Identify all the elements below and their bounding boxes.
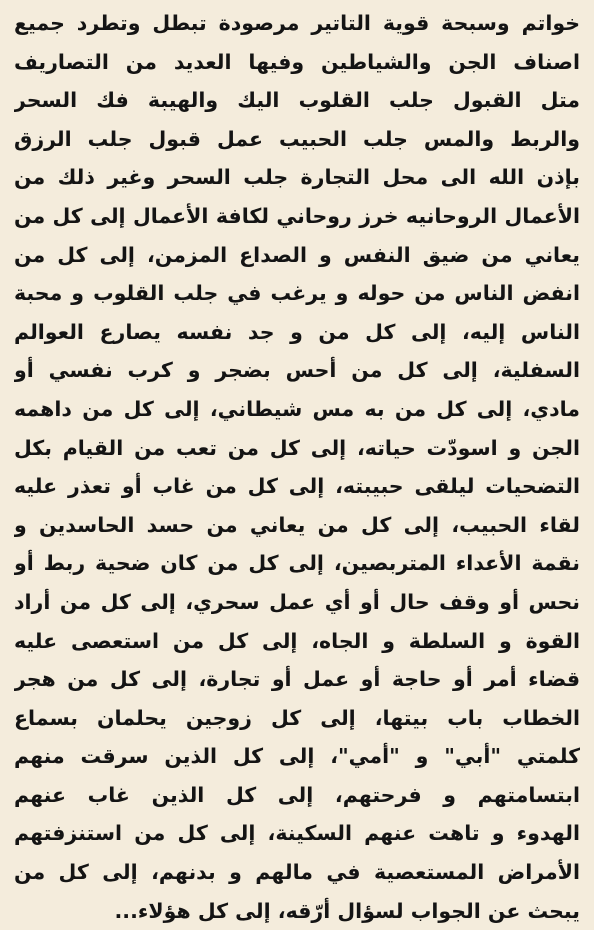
text-line: مادي، إلى كل من به مس شيطاني، إلى كل من داهمه <box>14 396 580 421</box>
text-line: بإذن الله الى محل التجارة جلب السحر وغير ذلك من <box>14 165 580 190</box>
text-line: التضحيات ليلقى حبيبته، إلى كل من غاب أو تعذر عليه <box>14 474 580 499</box>
text-line: الناس إليه، إلى كل من و جد نفسه يصارع العوالم <box>14 319 580 344</box>
text-line: اصناف الجن والشياطين وفيها العديد من التصاريف <box>14 49 580 74</box>
text-line: نحس أو وقف حال أو أي عمل سحري، إلى كل من أراد <box>14 589 580 614</box>
text-line: الأعمال الروحانيه خرز روحاني لكافة الأعمال إلى كل من <box>14 203 580 228</box>
text-line: لقاء الحبيب، إلى كل من يعاني من حسد الحاسدين و <box>14 512 580 537</box>
article-text <box>14 4 580 930</box>
text-line: متل القبول جلب القلوب اليك والهيبة فك السحر <box>14 88 580 113</box>
text-line: قضاء أمر أو حاجة أو عمل أو تجارة، إلى كل من هجر <box>14 667 580 692</box>
text-line: نقمة الأعداء المتربصين، إلى كل من كان ضحية ربط أو <box>14 551 580 576</box>
text-line: الخطاب باب بيتها، إلى كل زوجين يحلمان بسماع <box>14 705 580 730</box>
text-line: والربط والمس جلب الحبيب عمل قبول جلب الرزق <box>14 126 580 151</box>
text-line: ابتسامتهم و فرحتهم، إلى كل الذين غاب عنهم <box>14 782 580 807</box>
text-line: الجن و اسودّت حياته، إلى كل من تعب من القيام بكل <box>14 435 580 460</box>
text-line: يبحث عن الجواب لسؤال أرّقه، إلى كل هؤلاء... <box>114 898 580 923</box>
text-line: انفض الناس من حوله و يرغب في جلب القلوب و محبة <box>14 281 580 306</box>
text-line: الهدوء و تاهت عنهم السكينة، إلى كل من استنزفتهم <box>14 821 580 846</box>
text-line: خواتم وسبحة قوية التاتير مرصودة تبطل وتطرد جميع <box>14 11 580 35</box>
text-line: يعاني من ضيق النفس و الصداع المزمن، إلى كل من <box>14 242 580 267</box>
text-line: القوة و السلطة و الجاه، إلى كل من استعصى عليه <box>14 628 580 653</box>
text-line: كلمتي "أبي" و "أمي"، إلى كل الذين سرقت منهم <box>14 744 580 769</box>
text-line: السفلية، إلى كل من أحس بضجر و كرب نفسي أو <box>14 358 580 383</box>
text-line: الأمراض المستعصية في مالهم و بدنهم، إلى كل من <box>14 860 580 885</box>
